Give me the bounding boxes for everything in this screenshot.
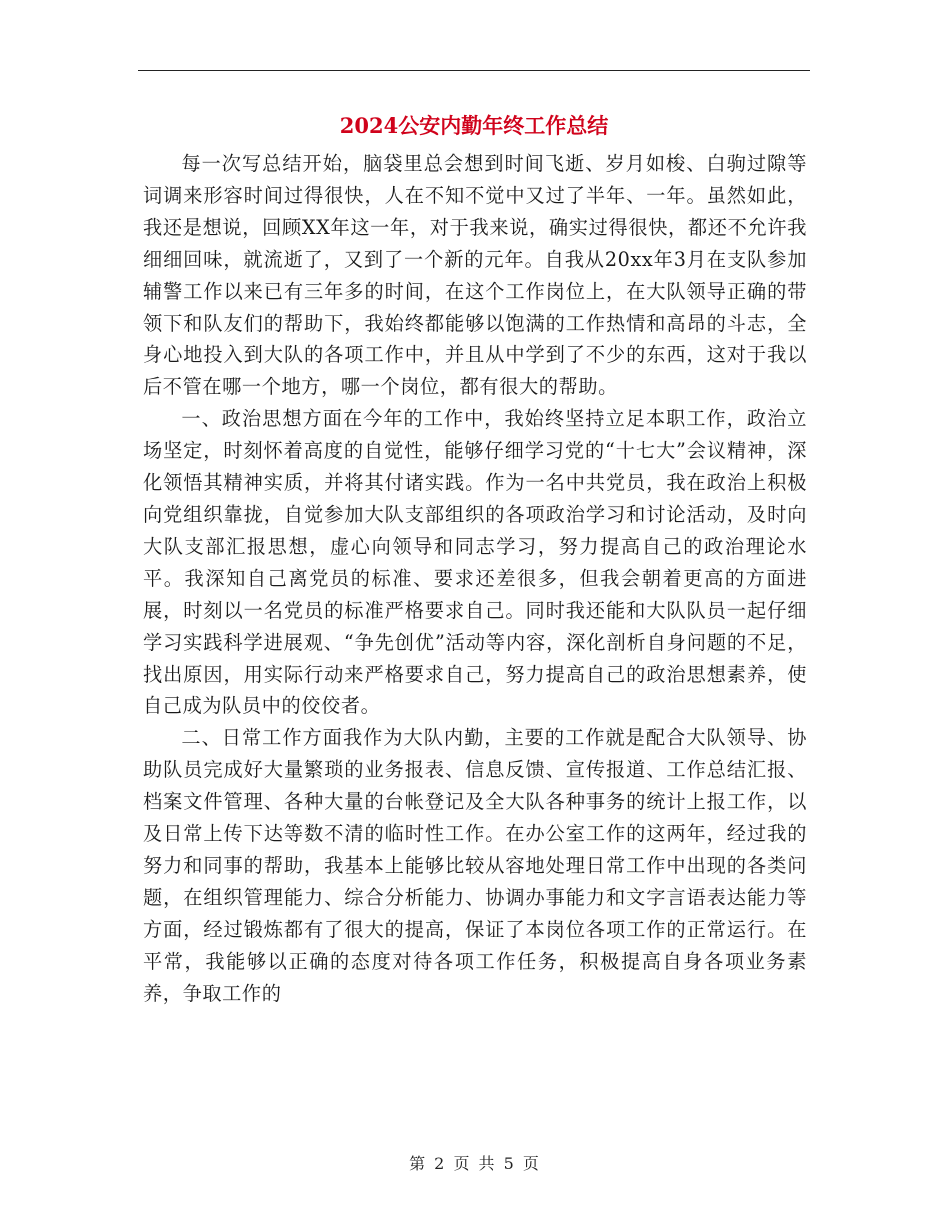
page-footer: 第 2 页 共 5 页 — [409, 1154, 541, 1173]
header-rule — [138, 70, 810, 71]
document-title: 2024公安内勤年终工作总结 — [339, 113, 609, 138]
document-body — [143, 148, 807, 1009]
paragraph-intro: 每一次写总结开始，脑袋里总会想到时间飞逝、岁月如梭、白驹过隙等词调来形容时间过得很快，人在不知不觉中又过了半年、一年。虽然如此，我还是想说，回顾XX年这一年，对于我来说，确实过得很快，都还不允许我细细回味，就流逝了，又到了一个新的元年。自我从20xx年3月在支队参加辅警工作以来已有三年多的时间，在这个工作岗位上，在大队领导正确的带领下和队友们的帮助下，我始终都能够以饱满的工作热情和高昂的斗志，全身心地投入到大队的各项工作中，并且从中学到了不少的东西，这对于我以 后不管在哪一个地方，哪一个岗位，都有很大的帮助。 — [143, 152, 807, 399]
paragraph-daily-work: 二、日常工作方面我作为大队内勤，主要的工作就是配合大队领导、协助队员完成好大量繁琐的业务报表、信息反馈、宣传报道、工作总结汇报、档案文件管理、各种大量的台帐登记及全大队各种事务的统计上报工作，以及日常上传下达等数不清的临时性工作。在办公室工作的这两年，经过我的努力和同事的帮助，我基本上能够比较从容地处理日常工作中出现的各类问题，在组织管理能力、综合分析能力、协调办事能力和文字言语表达能力等方面，经过锻炼都有了很大的提高，保证了本岗位各项工作的正常运行。在平常，我能够以正确的态度对待各项工作任务，积极提高自身各项业务素养，争取工作的 — [143, 726, 807, 1005]
paragraph-political: 一、政治思想方面在今年的工作中，我始终坚持立足本职工作，政治立场坚定，时刻怀着高度的自觉性，能够仔细学习党的“十七大”会议精神，深化领悟其精神实质，并将其付诸实践。作为一名中共党员，我在政治上积极向党组织靠拢，自觉参加大队支部组织的各项政治学习和讨论活动，及时向大队支部汇报思想，虚心向领导和同志学习，努力提高自己的政治理论水平。我深知自己离党员的标准、要求还差很多，但我会朝着更高的方面进展，时刻以一名党员的标准严格要求自己。同时我还能和大队队员一起仔细学习实践科学进展观、“争先创优”活动等内容，深化剖析自身问题的不足，找出原因，用实际行动来严格要求自己，努力提高自己的政治思想素养，使自己成为队员中的佼佼者。 — [143, 407, 807, 718]
